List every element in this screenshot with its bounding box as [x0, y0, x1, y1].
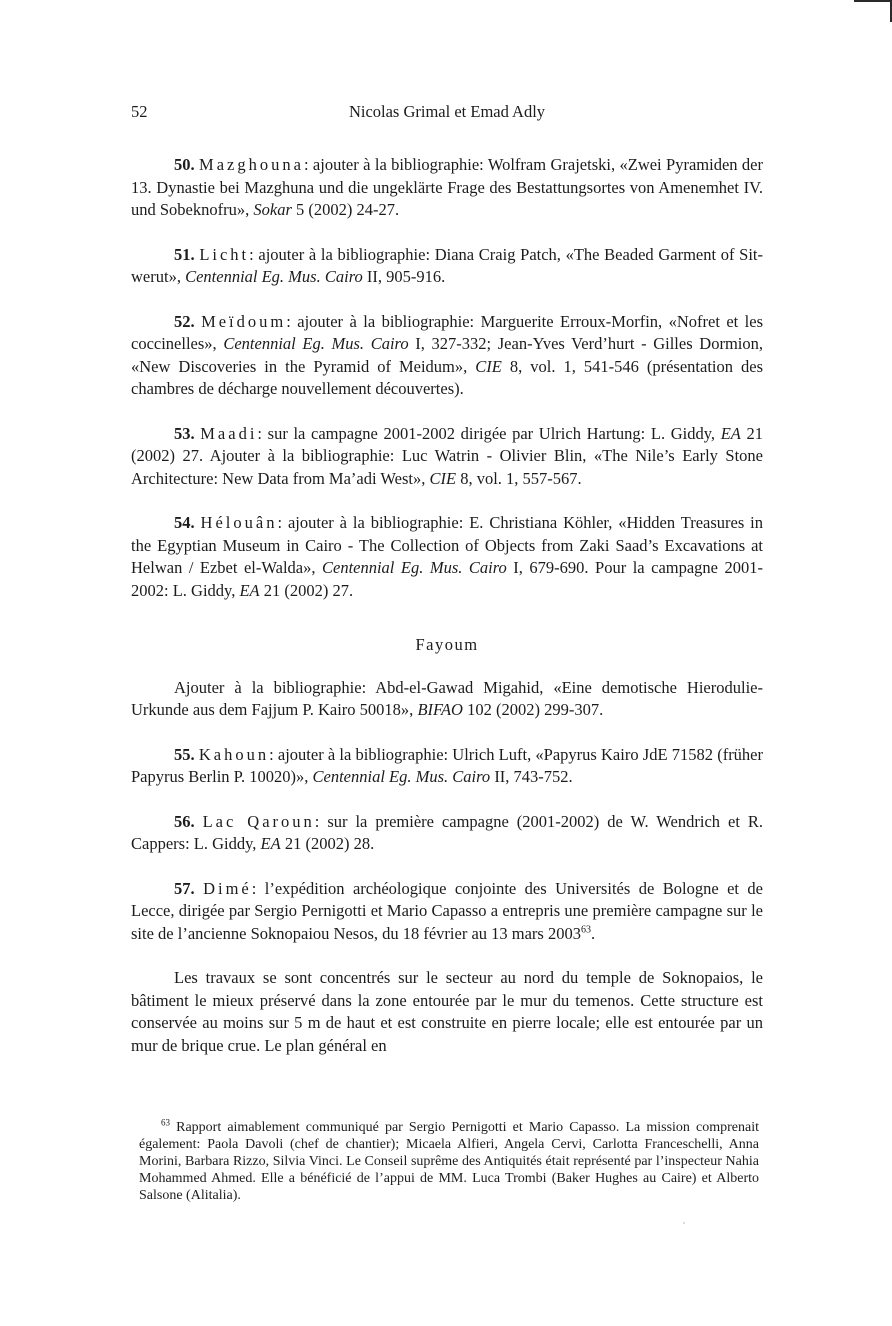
- citation-title: BIFAO: [417, 700, 463, 719]
- citation-title: Centennial Eg. Mus. Cairo: [185, 267, 363, 286]
- page-number: 52: [131, 102, 148, 121]
- entry: [131, 512, 763, 602]
- entry-number: 56.: [174, 811, 203, 831]
- entry-text: : sur la première campagne (2001-2002) de W. Wendrich et R. Cappers: L. Giddy,: [131, 811, 764, 853]
- entry-text: II, 743-752.: [490, 767, 573, 786]
- entry-number: 52.: [174, 311, 202, 331]
- scan-edge-mark: [854, 0, 892, 2]
- entry-text: 21 (2002) 27.: [259, 580, 354, 600]
- entry: [131, 423, 763, 491]
- entry: [131, 811, 763, 856]
- entry-text: I, 679-690. Pour la campagne 2001-2002: L. Giddy,: [131, 558, 763, 600]
- entries-list: [131, 154, 763, 602]
- section-intro: [131, 677, 763, 722]
- entry-number: 51.: [174, 244, 200, 264]
- entry-number: 57.: [174, 878, 204, 898]
- entry: [131, 311, 763, 401]
- entry-text: : l’expédition archéologique conjointe des Universités de Bologne et de Lecce, dirigée par Sergio Pernigotti et Mario Capasso a entrepris une première campagne sur le site de l’ancienne Soknopaiou Nesos, du 18 février au 13 mars 2003: [131, 878, 763, 943]
- entry: [131, 154, 763, 222]
- citation-title: Centennial Eg. Mus. Cairo: [312, 767, 491, 786]
- footnote-marker: 63: [161, 1117, 170, 1128]
- entry-number: 54.: [174, 513, 201, 532]
- entry-text: Ajouter à la bibliographie: Abd-el-Gawad Migahid, «Eine demotische Hierodulie-Urkunde aus dem Fajjum P. Kairo 50018»,: [131, 677, 763, 719]
- scan-speck: [683, 1222, 685, 1224]
- citation-title: CIE: [429, 468, 457, 488]
- entry-text: : ajouter à la bibliographie: Ulrich Luft, «Papyrus Kairo JdE 71582 (früher Papyrus Berlin P. 10020)»,: [131, 744, 764, 786]
- site-name: Lac Qaroun: [202, 811, 315, 831]
- citation-title: EA: [239, 580, 260, 600]
- entry-text: : ajouter à la bibliographie: Diana Craig Patch, «The Beaded Garment of Sit-werut»,: [131, 244, 764, 286]
- entries-list-2: [131, 744, 763, 946]
- footnote-reference: 63: [580, 924, 591, 935]
- entry-text: 8, vol. 1, 541-546 (présentation des chambres de décharge nouvellement découvertes).: [131, 356, 763, 398]
- citation-title: EA: [720, 423, 741, 443]
- citation-title: Centennial Eg. Mus. Cairo: [223, 334, 409, 353]
- entry-text: : ajouter à la bibliographie: Wolfram Grajetski, «Zwei Pyramiden der 13. Dynastie bei Mazghuna und die ungeklärte Frage des Bestattungsortes von Amenemhet IV. und Sobeknofru»,: [131, 155, 764, 219]
- site-name: Maadi: [200, 423, 258, 443]
- site-name: Mazghouna: [199, 155, 304, 174]
- site-name: Meïdoum: [201, 311, 287, 331]
- site-name: Dimé: [203, 878, 252, 898]
- entry-text: 21 (2002) 27. Ajouter à la bibliographie: Luc Watrin - Olivier Blin, «The Nile’s Early Stone Architecture: New Data from Ma’adi West»,: [131, 423, 763, 488]
- footnote-text: Rapport aimablement communiqué par Sergio Pernigotti et Mario Capasso. La mission comprenait également: Paola Davoli (chef de chantier); Micaela Alfieri, Angela Cervi, Carlotta Franceschelli, Anna Morini, Barbara Rizzo, Silvia Vinci. Le Conseil suprême des Antiquités était représenté par l’inspecteur Nahia Mohammed Ahmed. Elle a bénéficié de l’appui de MM. Luca Trombi (Baker Hughes au Caire) et Alberto Salsone (Alitalia).: [139, 1120, 759, 1203]
- entry-text: 8, vol. 1, 557-567.: [456, 468, 582, 488]
- entry-text: .: [590, 923, 596, 943]
- entry-text: : sur la campagne 2001-2002 dirigée par Ulrich Hartung: L. Giddy,: [257, 423, 721, 443]
- body-text: [131, 154, 763, 1057]
- site-name: Kahoun: [198, 744, 270, 764]
- running-title: Nicolas Grimal et Emad Adly: [348, 102, 546, 121]
- entry-text: 102 (2002) 299-307.: [462, 700, 604, 719]
- site-name: Hélouân: [200, 513, 278, 532]
- citation-title: EA: [260, 834, 281, 853]
- site-name: Licht: [199, 244, 250, 264]
- citation-title: Centennial Eg. Mus. Cairo: [321, 558, 507, 577]
- entry-number: 55.: [174, 744, 199, 764]
- entry-text: : ajouter à la bibliographie: E. Christiana Köhler, «Hidden Treasures in the Egyptian Museum in Cairo - The Collection of Objects from Zaki Saad’s Excavations at Helwan / Ezbet el-Walda»,: [131, 513, 764, 577]
- citation-title: Sokar: [253, 200, 292, 219]
- entry-number: 53.: [174, 423, 201, 443]
- entry-number: 50.: [174, 155, 200, 174]
- continuation-paragraph: Les travaux se sont concentrés sur le secteur au nord du temple de Soknopaios, le bâtiment le mieux préservé dans la zone entourée par le mur du temenos. Cette structure est conservée au moins sur 5 m de haut et est construite en pierre locale; elle est entourée par un mur de brique crue. Le plan général en: [131, 968, 763, 1055]
- entry-text: 5 (2002) 24-27.: [291, 200, 400, 219]
- page: [131, 102, 763, 1204]
- running-header: [131, 102, 763, 126]
- entry-text: II, 905-916.: [362, 267, 446, 286]
- entry: [131, 878, 763, 946]
- section-heading: Fayoum: [415, 635, 479, 654]
- footnote: [131, 1119, 763, 1204]
- entry: [131, 744, 763, 789]
- footnote-paragraph: [139, 1119, 759, 1204]
- entry-text: I, 327-332; Jean-Yves Verd’hurt - Gilles Dormion, «New Discoveries in the Pyramid of Meidum»,: [131, 334, 763, 376]
- entry-text: : ajouter à la bibliographie: Marguerite Erroux-Morfin, «Nofret et les coccinelles»,: [131, 311, 764, 353]
- entry-text: 21 (2002) 28.: [280, 834, 375, 853]
- citation-title: CIE: [475, 356, 502, 376]
- entry: [131, 244, 763, 289]
